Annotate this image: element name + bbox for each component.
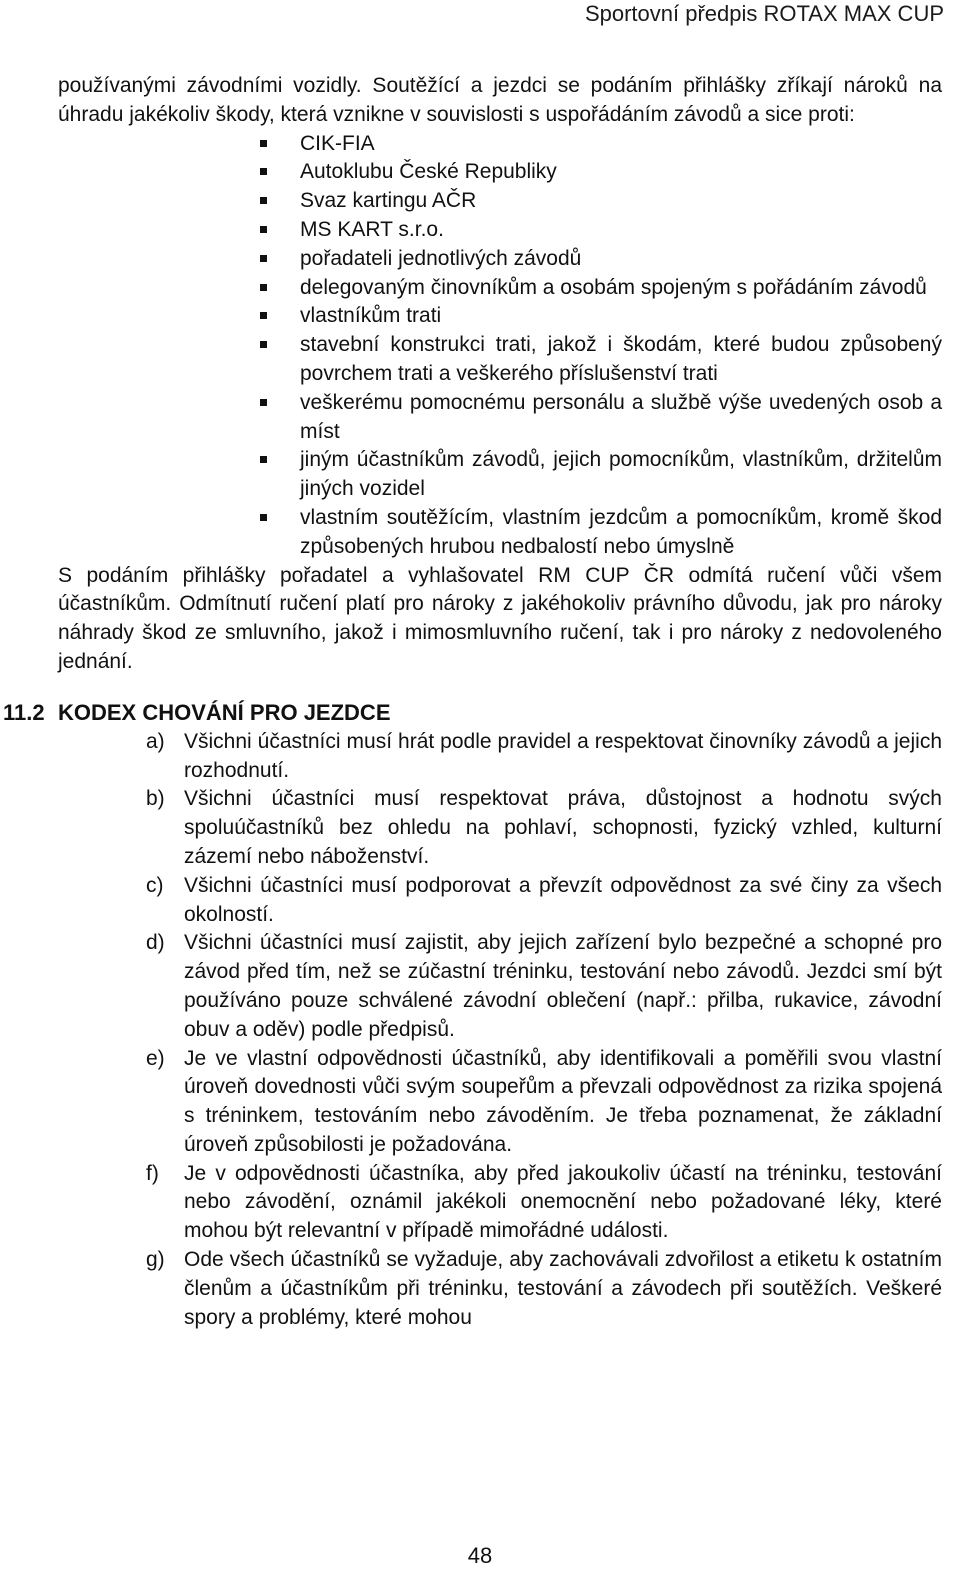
list-item: jiným účastníkům závodů, jejich pomocníkům, vlastníkům, držitelům jiných vozidel: [300, 446, 942, 504]
page-body: [3, 72, 942, 1332]
list-item: pořadateli jednotlivých závodů: [300, 245, 942, 274]
code-of-conduct-list: [58, 728, 942, 1333]
square-bullet-icon: [260, 168, 267, 175]
item-letter: b): [146, 787, 165, 811]
list-item: g) Ode všech účastníků se vyžaduje, aby zachovávali zdvořilost a etiketu k ostatním členům a účastníkům při tréninku, testování a závodech při soutěžích. Veškeré spory a problémy, které mohou: [146, 1248, 942, 1329]
item-letter: a): [146, 729, 165, 753]
running-header: Sportovní předpis ROTAX MAX CUP: [584, 1, 944, 26]
list-item: c) Všichni účastníci musí podporovat a převzít odpovědnost za své činy za všech okolností.: [146, 873, 942, 926]
square-bullet-icon: [260, 514, 267, 521]
list-item: stavební konstrukci trati, jakož i škodám, které budou způsobený povrchem trati a veškerého příslušenství trati: [300, 331, 942, 389]
list-item: vlastníkům trati: [300, 302, 942, 331]
square-bullet-icon: [260, 284, 267, 291]
list-item: Autoklubu České Republiky: [300, 158, 942, 187]
list-item: e) Je ve vlastní odpovědnosti účastníků, aby identifikovali a poměřili svou vlastní úroveň dovednosti vůči svým soupeřům a převzali odpovědnost za rizika spojená s tréninkem, testováním nebo závoděním. Je třeba poznamenat, že základní úroveň způsobilosti je požadována.: [146, 1046, 942, 1156]
item-letter: d): [146, 931, 165, 955]
square-bullet-icon: [260, 197, 267, 204]
list-item: d) Všichni účastníci musí zajistit, aby jejich zařízení bylo bezpečné a schopné pro závod před tím, než se zúčastní tréninku, testování nebo závodů. Jezdci smí být používáno pouze schválené závodní oblečení (např.: přilba, rukavice, závodní obuv a oděv) podle předpisů.: [146, 931, 942, 1041]
waiver-paragraph: S podáním přihlášky pořadatel a vyhlašovatel RM CUP ČR odmítá ručení vůči všem účastníkům. Odmítnutí ručení platí pro nároky z jakéhokoliv právního důvodu, jak pro nároky náhrady škod ze smluvního, jakož i mimosmluvního ručení, tak i pro nároky z nedovoleného jednání.: [58, 563, 942, 673]
item-letter: e): [146, 1046, 165, 1070]
square-bullet-icon: [260, 399, 267, 406]
section-title: KODEX CHOVÁNÍ PRO JEZDCE: [58, 699, 391, 725]
square-bullet-icon: [260, 140, 267, 147]
section-heading: 11.2 KODEX CHOVÁNÍ PRO JEZDCE: [58, 698, 942, 728]
list-item: b) Všichni účastníci musí respektovat práva, důstojnost a hodnotu svých spoluúčastníků bez ohledu na pohlaví, schopnosti, fyzický vzhled, kulturní zázemí nebo náboženství.: [146, 787, 942, 868]
list-item: vlastním soutěžícím, vlastním jezdcům a pomocníkům, kromě škod způsobených hrubou nedbalostí nebo úmyslně: [300, 504, 942, 562]
liability-list: [58, 130, 942, 562]
square-bullet-icon: [260, 456, 267, 463]
page-number: 48: [467, 1543, 493, 1568]
list-item: CIK-FIA: [300, 130, 942, 159]
square-bullet-icon: [260, 226, 267, 233]
list-item: Svaz kartingu AČR: [300, 187, 942, 216]
square-bullet-icon: [260, 255, 267, 262]
list-item: a) Všichni účastníci musí hrát podle pravidel a respektovat činovníky závodů a jejich rozhodnutí.: [146, 729, 942, 782]
item-letter: c): [146, 873, 164, 897]
list-item: veškerému pomocnému personálu a službě výše uvedených osob a míst: [300, 389, 942, 447]
intro-paragraph: používanými závodními vozidly. Soutěžící a jezdci se podáním přihlášky zříkají nároků na úhradu jakékoliv škody, která vznikne v souvislosti s uspořádáním závodů a sice proti:: [58, 74, 942, 126]
square-bullet-icon: [260, 341, 267, 348]
item-letter: g): [146, 1248, 165, 1272]
item-letter: f): [146, 1161, 159, 1185]
list-item: delegovaným činovníkům a osobám spojeným s pořádáním závodů: [300, 274, 942, 303]
list-item: MS KART s.r.o.: [300, 216, 942, 245]
square-bullet-icon: [260, 312, 267, 319]
list-item: f) Je v odpovědnosti účastníka, aby před jakoukoliv účastí na tréninku, testování nebo závodění, oznámil jakékoli onemocnění nebo požadované léky, které mohou být relevantní v případě mimořádné události.: [146, 1161, 942, 1243]
